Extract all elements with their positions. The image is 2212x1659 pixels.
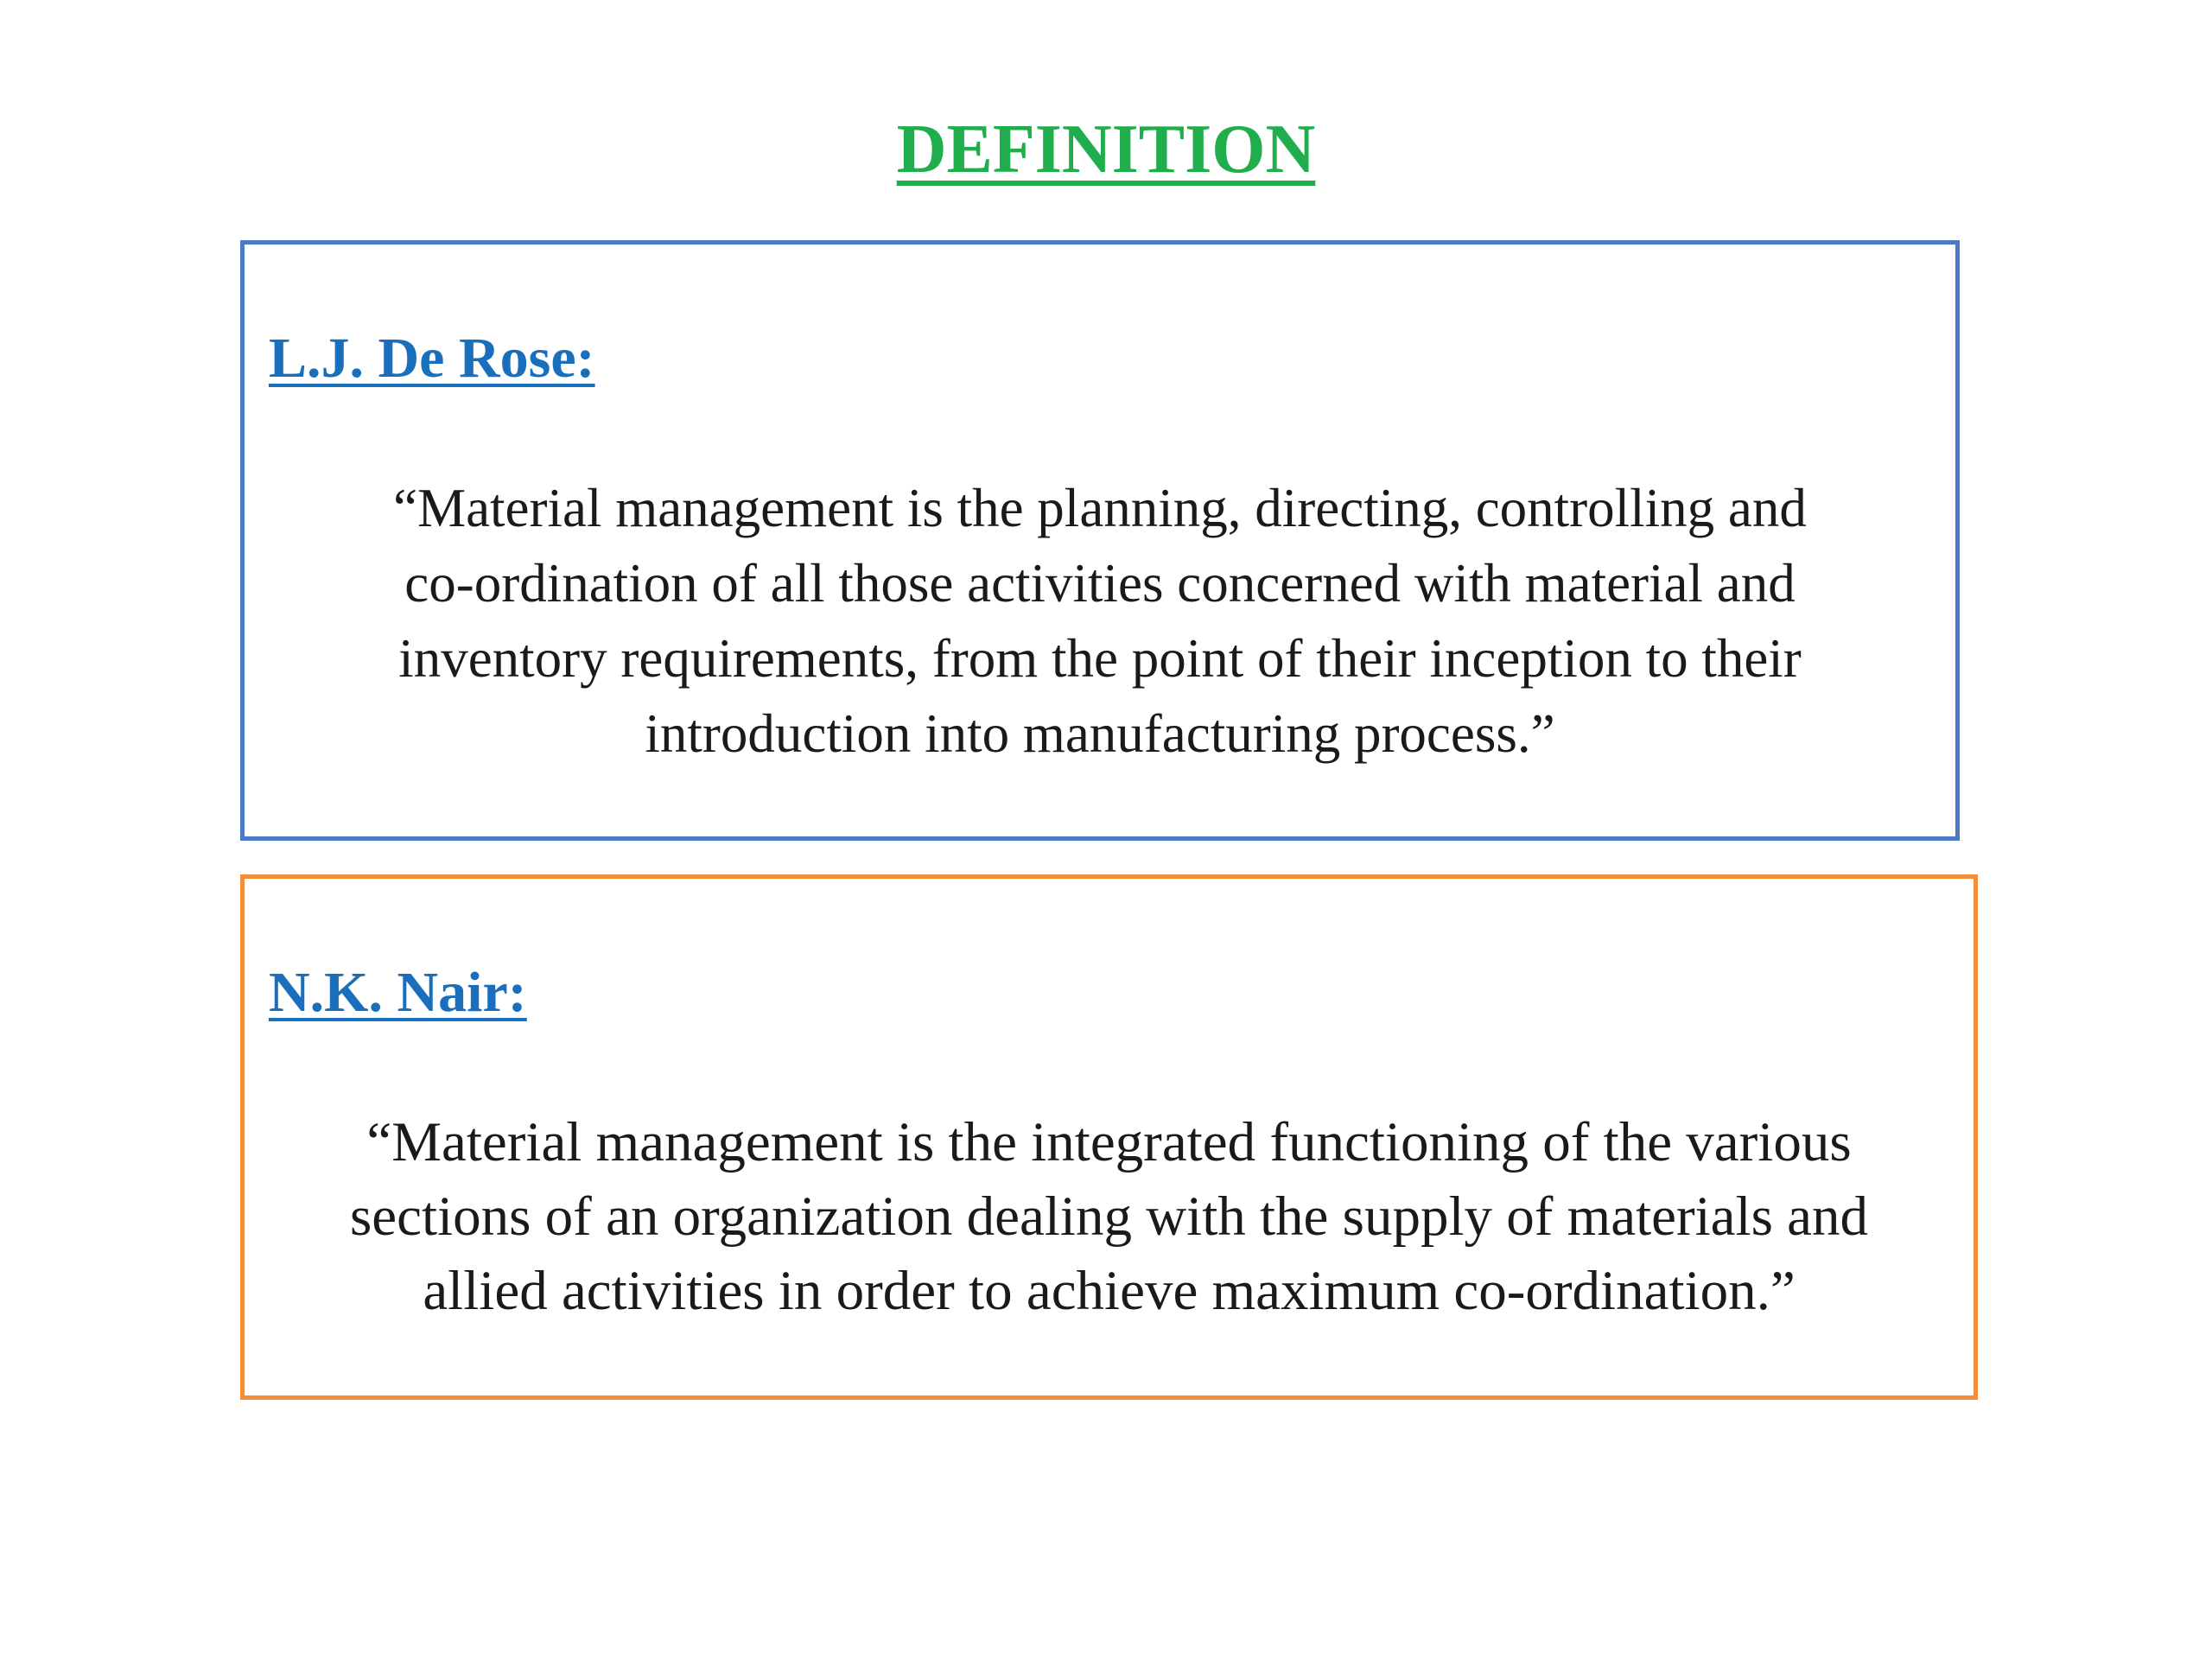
definition-box-nair [240,874,1978,1400]
definition-author: N.K. Nair: [269,961,527,1024]
quote-line: sections of an organization dealing with the supply of materials and [350,1185,1868,1248]
definition-quote [262,471,1938,772]
definition-quote [262,1105,1956,1328]
quote-line: co-ordination of all those activities concerned with material and [404,553,1796,613]
quote-line: “Material management is the integrated functioning of the various [366,1111,1852,1173]
quote-line: “Material management is the planning, directing, controlling and [393,478,1807,538]
quote-line: allied activities in order to achieve maximum co-ordination.” [423,1260,1796,1322]
quote-line: inventory requirements, from the point of their inception to their [398,628,1802,689]
definition-author: L.J. De Rose: [269,327,595,390]
quote-line: introduction into manufacturing process.” [645,703,1555,764]
definition-box-de-rose [240,240,1960,841]
page-title: DEFINITION [896,111,1316,188]
